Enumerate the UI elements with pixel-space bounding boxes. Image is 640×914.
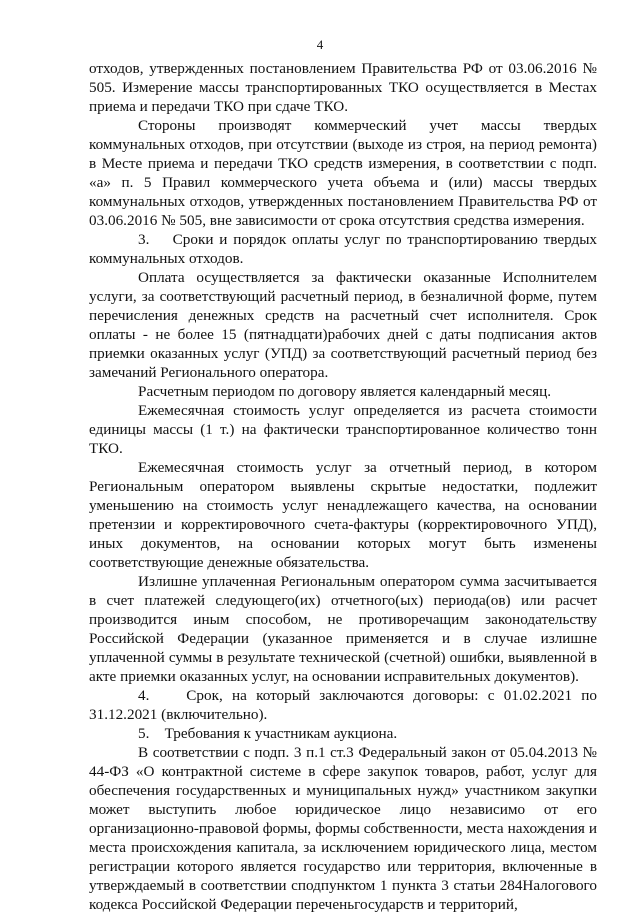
document-body (89, 59, 597, 914)
paragraph: 4. Срок, на который заключаются договоры: с 01.02.2021 по 31.12.2021 (включительно). (89, 687, 597, 723)
paragraph: отходов, утвержденных постановлением Правительства РФ от 03.06.2016 № 505. Измерение массы транспортированных ТКО осуществляется в Местах приема и передачи ТКО при сдаче ТКО. (89, 60, 597, 115)
paragraph: Расчетным периодом по договору является календарный месяц. (138, 383, 552, 400)
paragraph: Стороны производят коммерческий учет массы твердых коммунальных отходов, при отсутствии (выходе из строя, на период ремонта) в Месте приема и передачи ТКО средств измерения, в соответствии с подп. «а» п. 5 Правил коммерческого учета объема и (или) массы твердых коммунальных отходов, утвержденных постановлением Правительства РФ от 03.06.2016 № 505, вне зависимости от срока отсутствия средства измерения. (89, 117, 597, 229)
paragraph: В соответствии с подп. 3 п.1 ст.3 Федеральный закон от 05.04.2013 № 44-ФЗ «О контрактной системе в сфере закупок товаров, работ, услуг для обеспечения государственных и муниципальных нужд» участником закупки может выступить любое юридическое лицо независимо от его организационно-правовой формы, формы собственности, места нахождения и места происхождения капитала, за исключением юридического лица, местом регистрации которого является государство или территория, включенные в утверждаемый в соответствии сподпунктом 1 пункта 3 статьи 284Налогового кодекса Российской Федерации переченьгосударств и территорий, (89, 744, 597, 913)
paragraph: 5. Требования к участникам аукциона. (138, 725, 398, 742)
paragraph: Ежемесячная стоимость услуг за отчетный период, в котором Региональным оператором выявлены скрытые недостатки, подлежит уменьшению на стоимость услуг ненадлежащего качества, на основании претензии и корректировочного счета-фактуры (корректировочного УПД), иных документов, на основании которых могут быть изменены соответствующие денежные обязательства. (89, 459, 597, 571)
paragraph: Оплата осуществляется за фактически оказанные Исполнителем услуги, за соответствующий расчетный период, в безналичной форме, путем перечисления денежных средств на расчетный счет исполнителя. Срок оплаты - не более 15 (пятнадцати)рабочих дней с даты подписания актов приемки оказанных услуг (УПД) за соответствующий расчетный период без замечаний Регионального оператора. (89, 269, 597, 381)
paragraph: Излишне уплаченная Региональным оператором сумма засчитывается в счет платежей следующего(их) отчетного(ых) периода(ов) или расчет производится иным способом, не противоречащим законодательству Российской Федерации (указанное применяется и в случае излишне уплаченной суммы в результате технической (счетной) ошибки, выявленной в акте приемки оказанных услуг, на основании исправительных документов). (89, 573, 597, 685)
paragraph: Ежемесячная стоимость услуг определяется из расчета стоимости единицы массы (1 т.) на фактически транспортированное количество тонн ТКО. (89, 402, 597, 457)
paragraph: 3. Сроки и порядок оплаты услуг по транспортированию твердых коммунальных отходов. (89, 231, 597, 267)
page-number: 4 (316, 37, 324, 52)
